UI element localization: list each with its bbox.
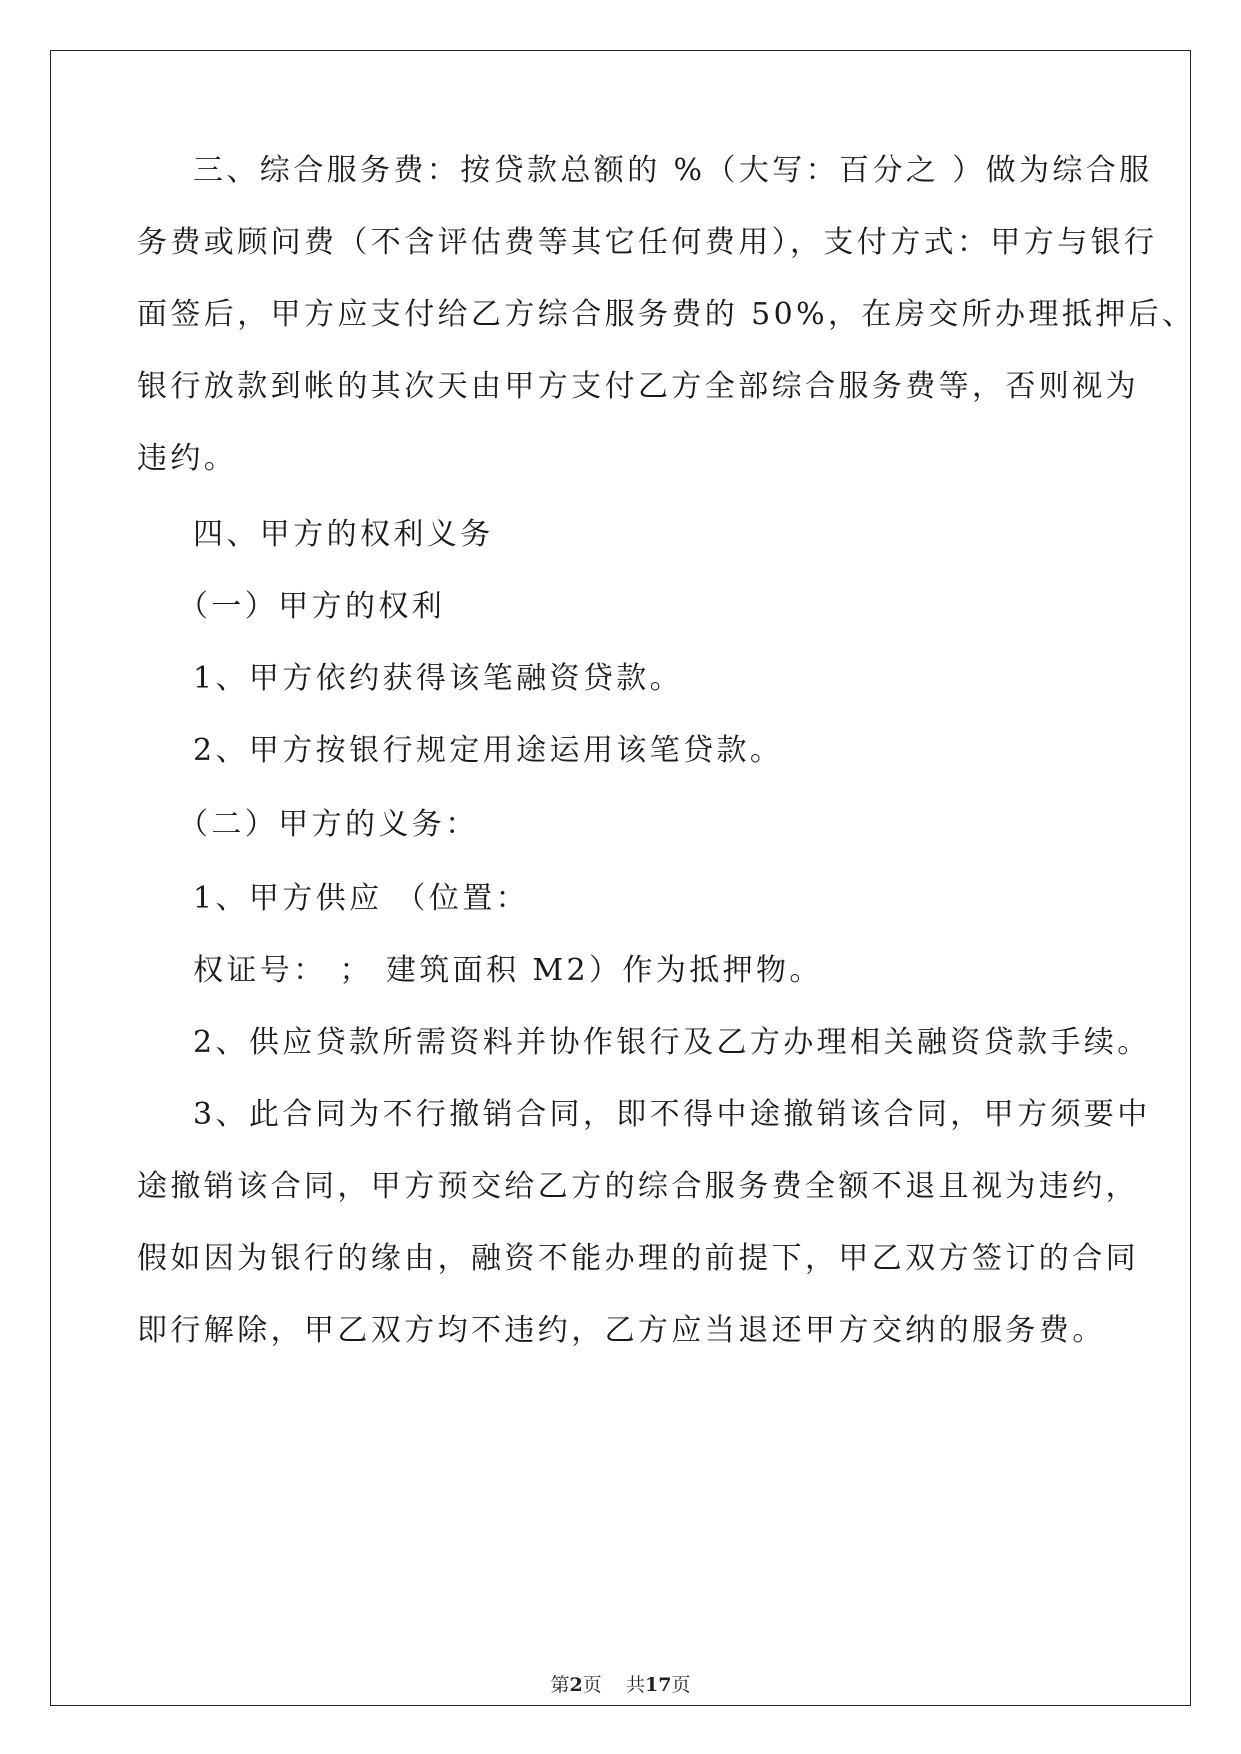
paragraph-line: 假如因为银行的缘由，融资不能办理的前提下，甲乙双方签订的合同	[137, 1241, 1139, 1276]
page-prefix: 第	[550, 1674, 570, 1696]
paragraph-line: 三、综合服务费：按贷款总额的 %（大写：百分之 ）做为综合服	[193, 153, 1153, 188]
list-item-continuation: 权证号： ； 建筑面积 M2）作为抵押物。	[193, 953, 823, 988]
paragraph-line: 面签后，甲方应支付给乙方综合服务费的 50%，在房交所办理抵押后、	[137, 297, 1196, 332]
list-item: 3、此合同为不行撤销合同，即不得中途撤销该合同，甲方须要中	[193, 1097, 1151, 1132]
page-suffix: 页	[582, 1674, 602, 1696]
total-suffix: 页	[671, 1674, 691, 1696]
paragraph-line: 务费或顾问费（不含评估费等其它任何费用），支付方式：甲方与银行	[137, 225, 1158, 260]
list-item: 1、甲方依约获得该笔融资贷款。	[193, 661, 684, 696]
page-number: 2	[569, 1674, 583, 1696]
list-item: 1、甲方供应 （位置：	[193, 881, 530, 916]
total-prefix: 共	[625, 1674, 645, 1696]
paragraph-line: 银行放款到帐的其次天由甲方支付乙方全部综合服务费等，否则视为	[137, 369, 1139, 404]
paragraph-line: 途撤销该合同，甲方预交给乙方的综合服务费全额不退且视为违约，	[137, 1169, 1139, 1204]
list-item: 2、甲方按银行规定用途运用该笔贷款。	[193, 733, 784, 768]
subsection-heading: （二）甲方的义务：	[178, 807, 479, 842]
page-footer	[0, 1673, 1241, 1697]
paragraph-line: 即行解除，甲乙双方均不违约，乙方应当退还甲方交纳的服务费。	[137, 1313, 1106, 1348]
section-heading: 四、甲方的权利义务	[193, 517, 494, 552]
subsection-heading: （一）甲方的权利	[178, 589, 446, 624]
list-item: 2、供应贷款所需资料并协作银行及乙方办理相关融资贷款手续。	[193, 1025, 1151, 1060]
total-pages: 17	[644, 1674, 672, 1696]
paragraph-line: 违约。	[137, 441, 238, 476]
